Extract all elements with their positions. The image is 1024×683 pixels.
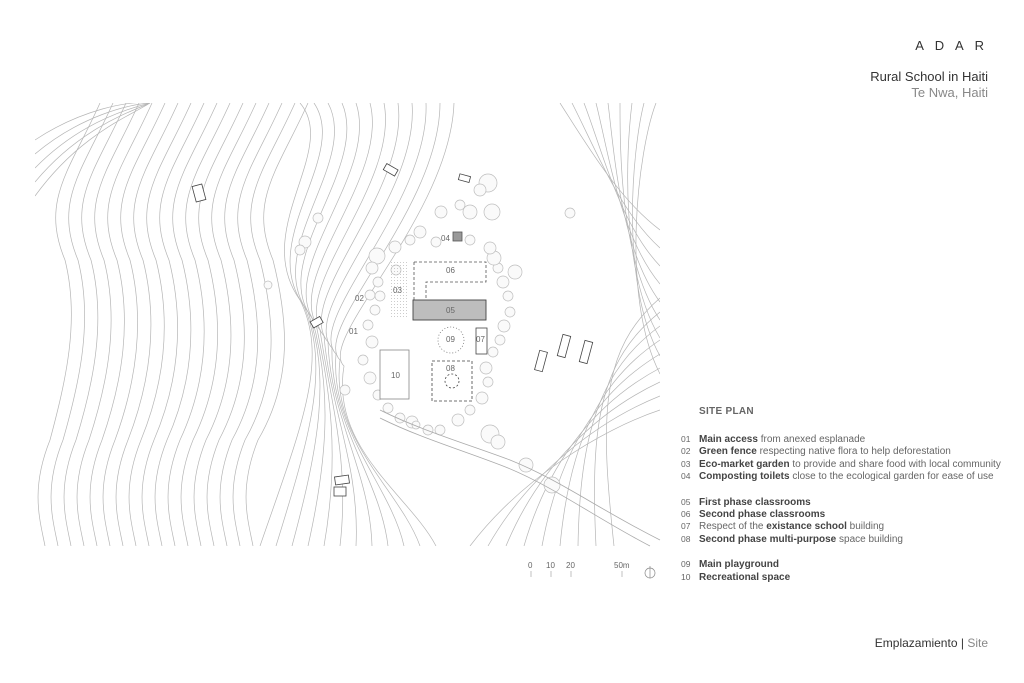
legend-number: 05: [681, 496, 691, 507]
tree: [503, 291, 513, 301]
contour-line: [38, 103, 100, 546]
scale-bar: [531, 571, 622, 577]
tree: [491, 435, 505, 449]
contour-line: [488, 396, 660, 546]
contour-line: [608, 103, 660, 302]
legend-keyword: Main access: [699, 434, 758, 445]
legend-number: 08: [681, 533, 691, 544]
contour-line: [524, 368, 660, 546]
tree: [498, 320, 510, 332]
contour-line: [90, 103, 152, 546]
tree: [264, 281, 272, 289]
house: [458, 174, 470, 183]
tree: [465, 405, 475, 415]
tree: [313, 213, 323, 223]
contour-line: [77, 103, 139, 546]
label-04: 04: [441, 234, 450, 243]
tree: [363, 320, 373, 330]
legend-keyword: Composting toilets: [699, 471, 790, 483]
legend-keyword: Green fence: [699, 446, 757, 458]
tree: [340, 385, 350, 395]
legend-keyword: Second phase classrooms: [699, 508, 826, 520]
tree: [405, 235, 415, 245]
tree: [484, 242, 496, 254]
contour-line: [116, 103, 178, 546]
legend-number: 10: [681, 571, 691, 582]
legend-number: 01: [681, 434, 691, 444]
tree: [483, 377, 493, 387]
label-05: 05: [446, 306, 455, 315]
label-03: 03: [393, 286, 402, 295]
legend-number: 06: [681, 508, 691, 519]
house: [334, 487, 346, 496]
legend-number: 04: [681, 471, 691, 482]
tree: [508, 265, 522, 279]
tree: [373, 277, 383, 287]
north-arrow-icon: [645, 566, 655, 578]
contour-line: [233, 103, 295, 546]
sheet-footer: [875, 636, 988, 650]
contour-line: [632, 103, 660, 356]
tree: [484, 204, 500, 220]
contour-line: [220, 103, 282, 546]
tree: [375, 291, 385, 301]
legend-item: [681, 571, 1011, 583]
tree: [366, 262, 378, 274]
tree: [505, 307, 515, 317]
scale-0: 0: [528, 561, 533, 570]
scale-20: 20: [566, 561, 575, 570]
footer-sub: Site: [967, 636, 988, 650]
tree: [476, 392, 488, 404]
legend-number: 09: [681, 559, 691, 570]
contour-line: [246, 103, 308, 546]
project-title: Rural School in Haiti: [870, 69, 988, 84]
contour-line: [51, 103, 113, 546]
tree: [565, 208, 575, 218]
tree: [369, 248, 385, 264]
contour-line: [606, 298, 660, 546]
legend-item: [681, 508, 1011, 520]
legend-item: [681, 558, 1011, 570]
contour-line: [260, 103, 312, 546]
tree: [435, 206, 447, 218]
legend-keyword: First phase classrooms: [699, 496, 811, 508]
house: [579, 340, 592, 363]
tree: [414, 226, 426, 238]
legend-item: 02 Green fence respecting native flora to help deforestation: [681, 446, 951, 458]
contour-line: [194, 103, 256, 546]
legend-item: 04 Composting toilets close to the ecological garden for ease of use: [681, 471, 994, 483]
label-08: 08: [446, 364, 455, 373]
tree: [365, 290, 375, 300]
footer-label: Emplazamiento: [874, 636, 958, 650]
label-06: 06: [446, 266, 455, 275]
legend-gap: [681, 545, 1011, 558]
legend-item: 08 Second phase multi-purpose space building: [681, 533, 903, 545]
tree: [431, 237, 441, 247]
legend-keyword: Second phase multi-purpose: [699, 533, 837, 545]
legend-keyword: Eco-market garden: [699, 458, 790, 470]
tree: [364, 372, 376, 384]
tree: [474, 184, 486, 196]
label-02: 02: [355, 294, 364, 303]
legend-item: 01 Main access from anexed esplanade: [681, 434, 866, 445]
tree: [452, 414, 464, 426]
legend-title: SITE PLAN: [699, 406, 754, 417]
legend-number: 07: [681, 521, 691, 532]
tree: [295, 245, 305, 255]
legend-number: 02: [681, 446, 691, 457]
legend-number: 03: [681, 458, 691, 469]
contour-line: [142, 103, 204, 546]
contour-line: [560, 340, 660, 546]
legend-keyword: existance school: [766, 521, 847, 533]
contour-line: [578, 326, 660, 546]
tree: [497, 276, 509, 288]
brand-logo: A D A R: [915, 38, 988, 53]
scale-50: 50m: [614, 561, 630, 570]
neighbouring-houses: [192, 164, 593, 496]
legend-keyword: Recreational space: [699, 571, 791, 583]
project-location: Te Nwa, Haiti: [911, 85, 988, 100]
tree: [488, 347, 498, 357]
tree: [455, 200, 465, 210]
label-07: 07: [476, 335, 485, 344]
house: [535, 350, 548, 371]
tree: [389, 241, 401, 253]
composting-toilets: [453, 232, 462, 241]
house: [557, 334, 570, 357]
access-road: [380, 410, 660, 540]
label-09: 09: [446, 335, 455, 344]
contour-line: [103, 103, 165, 546]
tree: [370, 305, 380, 315]
label-10: 10: [391, 371, 400, 380]
contour-line: [64, 103, 126, 546]
house: [383, 164, 398, 177]
multi-purpose-centre-mark: [445, 374, 459, 388]
contour-line: [181, 103, 243, 546]
legend-item: 07 Respect of the existance school building: [681, 521, 885, 533]
tree: [463, 205, 477, 219]
footer-separator: |: [960, 636, 964, 650]
tree: [495, 335, 505, 345]
contour-line: [542, 354, 660, 546]
contour-line: [207, 103, 269, 546]
tree: [383, 403, 393, 413]
legend-keyword: Main playground: [699, 559, 779, 571]
label-01: 01: [349, 327, 358, 336]
legend-item: [681, 496, 1011, 508]
tree: [480, 362, 492, 374]
tree: [358, 355, 368, 365]
legend-gap: [681, 483, 1011, 496]
tree: [465, 235, 475, 245]
tree: [366, 336, 378, 348]
contour-line: [129, 103, 191, 546]
legend-item: 03 Eco-market garden to provide and share food with local community: [681, 458, 1001, 470]
scale-10: 10: [546, 561, 555, 570]
legend-list: [681, 433, 1011, 583]
house: [335, 475, 350, 485]
contour-line: [572, 103, 660, 248]
